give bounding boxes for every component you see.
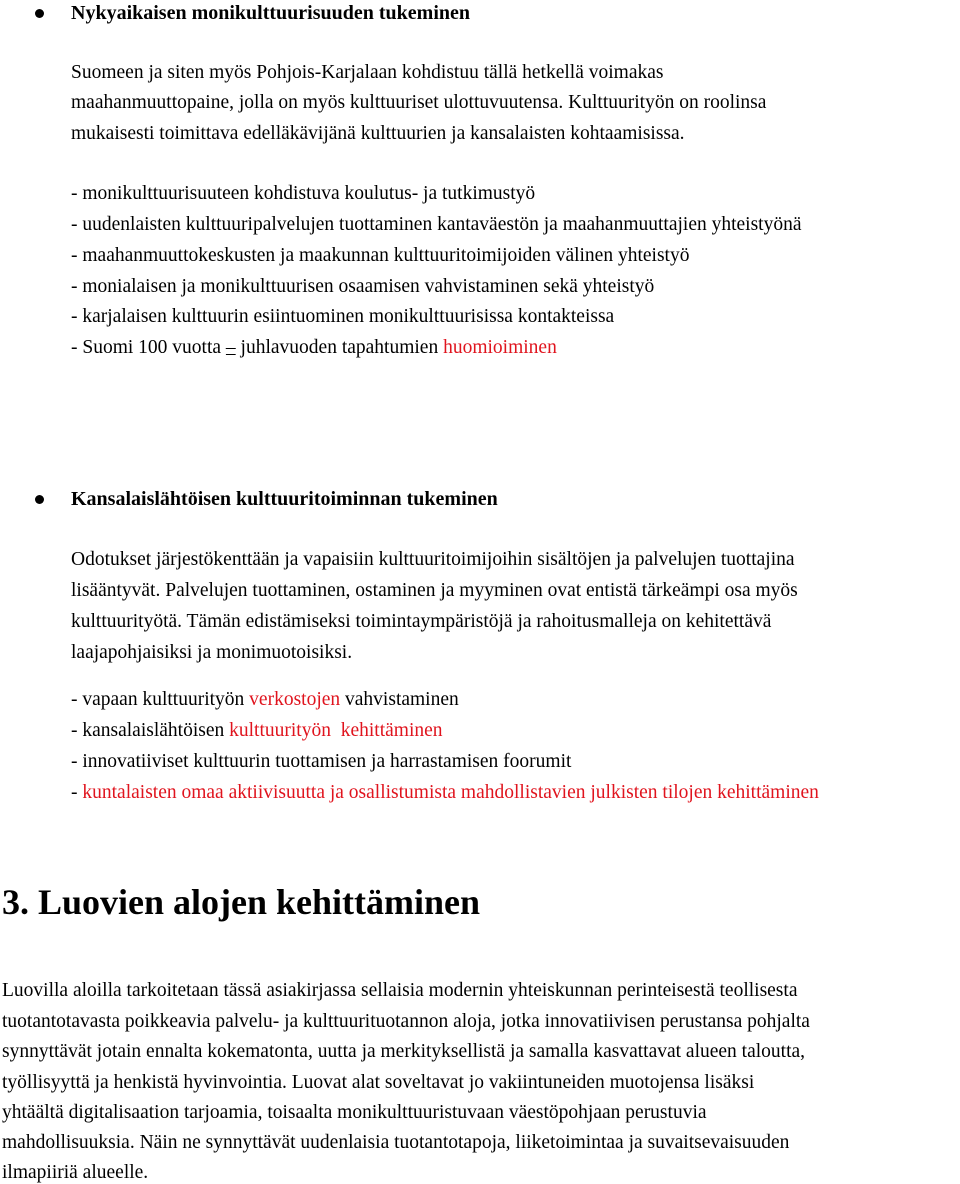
list-item: - monialaisen ja monikulttuurisen osaamisen vahvistaminen sekä yhteistyö — [71, 276, 655, 297]
bullet-icon — [35, 495, 44, 504]
list-item: - monikulttuurisuuteen kohdistuva koulutus- ja tutkimustyö — [71, 183, 536, 204]
paragraph-line: Odotukset järjestökenttään ja vapaisiin kulttuuritoimijoihin sisältöjen ja palvelujen tuottajina — [71, 549, 795, 570]
list-item-text: - vapaan kulttuurityön — [71, 689, 250, 710]
list-item — [71, 690, 459, 710]
list-item: - innovatiiviset kulttuurin tuottamisen ja harrastamisen foorumit — [71, 751, 572, 772]
paragraph-line: ilmapiiriä alueelle. — [2, 1162, 149, 1183]
section-heading: Kansalaislähtöisen kulttuuritoiminnan tukeminen — [71, 488, 498, 510]
paragraph-line: synnyttävät jotain ennalta kokematonta, uutta ja merkityksellistä ja samalla kasvattavat alueen taloutta, — [2, 1041, 806, 1062]
paragraph-line: mukaisesti toimittava edelläkävijänä kulttuurien ja kansalaisten kohtaamisissa. — [71, 123, 685, 144]
paragraph-line: työllisyyttä ja henkistä hyvinvointia. Luovat alat soveltavat jo vakiintuneiden muotojensa lisäksi — [2, 1072, 755, 1093]
highlighted-text: kuntalaisten omaa aktiivisuutta ja osallistumista mahdollistavien julkisten tilojen kehittäminen — [82, 782, 819, 803]
paragraph-line: Luovilla aloilla tarkoitetaan tässä asiakirjassa sellaisia modernin yhteiskunnan perinteisestä teollisesta — [2, 980, 798, 1001]
paragraph-line: lisääntyvät. Palvelujen tuottaminen, ostaminen ja myyminen ovat entistä tärkeämpi osa myös — [71, 580, 798, 601]
list-item: - uudenlaisten kulttuuripalvelujen tuottaminen kantaväestön ja maahanmuuttajien yhteistyönä — [71, 214, 802, 235]
paragraph-line: tuotantotavasta poikkeavia palvelu- ja kulttuurituotannon aloja, jotka innovatiivisen perustansa pohjalta — [2, 1011, 810, 1032]
list-item: - maahanmuuttokeskusten ja maakunnan kulttuuritoimijoiden välinen yhteistyö — [71, 245, 690, 266]
paragraph-line: kulttuurityötä. Tämän edistämiseksi toimintaympäristöjä ja rahoitusmalleja on kehitettävä — [71, 611, 772, 632]
list-item: - karjalaisen kulttuurin esiintuominen monikulttuurisissa kontakteissa — [71, 306, 615, 327]
page-heading: 3. Luovien alojen kehittäminen — [2, 882, 481, 922]
list-item — [71, 721, 443, 741]
paragraph-line: laajapohjaisiksi ja monimuotoisiksi. — [71, 642, 353, 663]
list-item-text: - kansalaislähtöisen — [71, 720, 230, 741]
list-item-text: juhlavuoden tapahtumien — [235, 337, 444, 358]
list-item-text: - — [71, 782, 83, 803]
highlighted-text: kulttuurityön kehittäminen — [229, 720, 443, 741]
bullet-icon — [35, 9, 44, 18]
list-item — [71, 338, 557, 358]
list-item-text: vahvistaminen — [340, 689, 459, 710]
highlighted-text: verkostojen — [249, 689, 341, 710]
list-item-text: - Suomi 100 vuotta — [71, 337, 226, 358]
paragraph-line: mahdollisuuksia. Näin ne synnyttävät uudenlaisia tuotantotapoja, liiketoimintaa ja suvaitsevaisuuden — [2, 1132, 790, 1153]
paragraph-line: maahanmuuttopaine, jolla on myös kulttuuriset ulottuvuutensa. Kulttuurityön on roolinsa — [71, 92, 767, 113]
dash: – — [225, 337, 236, 358]
section-heading: Nykyaikaisen monikulttuurisuuden tukeminen — [71, 2, 471, 24]
paragraph-line: yhtäältä digitalisaation tarjoamia, toisaalta monikulttuuristuvaan väestöpohjaan perustuvia — [2, 1102, 707, 1123]
paragraph-line: Suomeen ja siten myös Pohjois-Karjalaan kohdistuu tällä hetkellä voimakas — [71, 62, 664, 83]
highlighted-text: huomioiminen — [443, 337, 557, 358]
list-item — [71, 783, 819, 803]
